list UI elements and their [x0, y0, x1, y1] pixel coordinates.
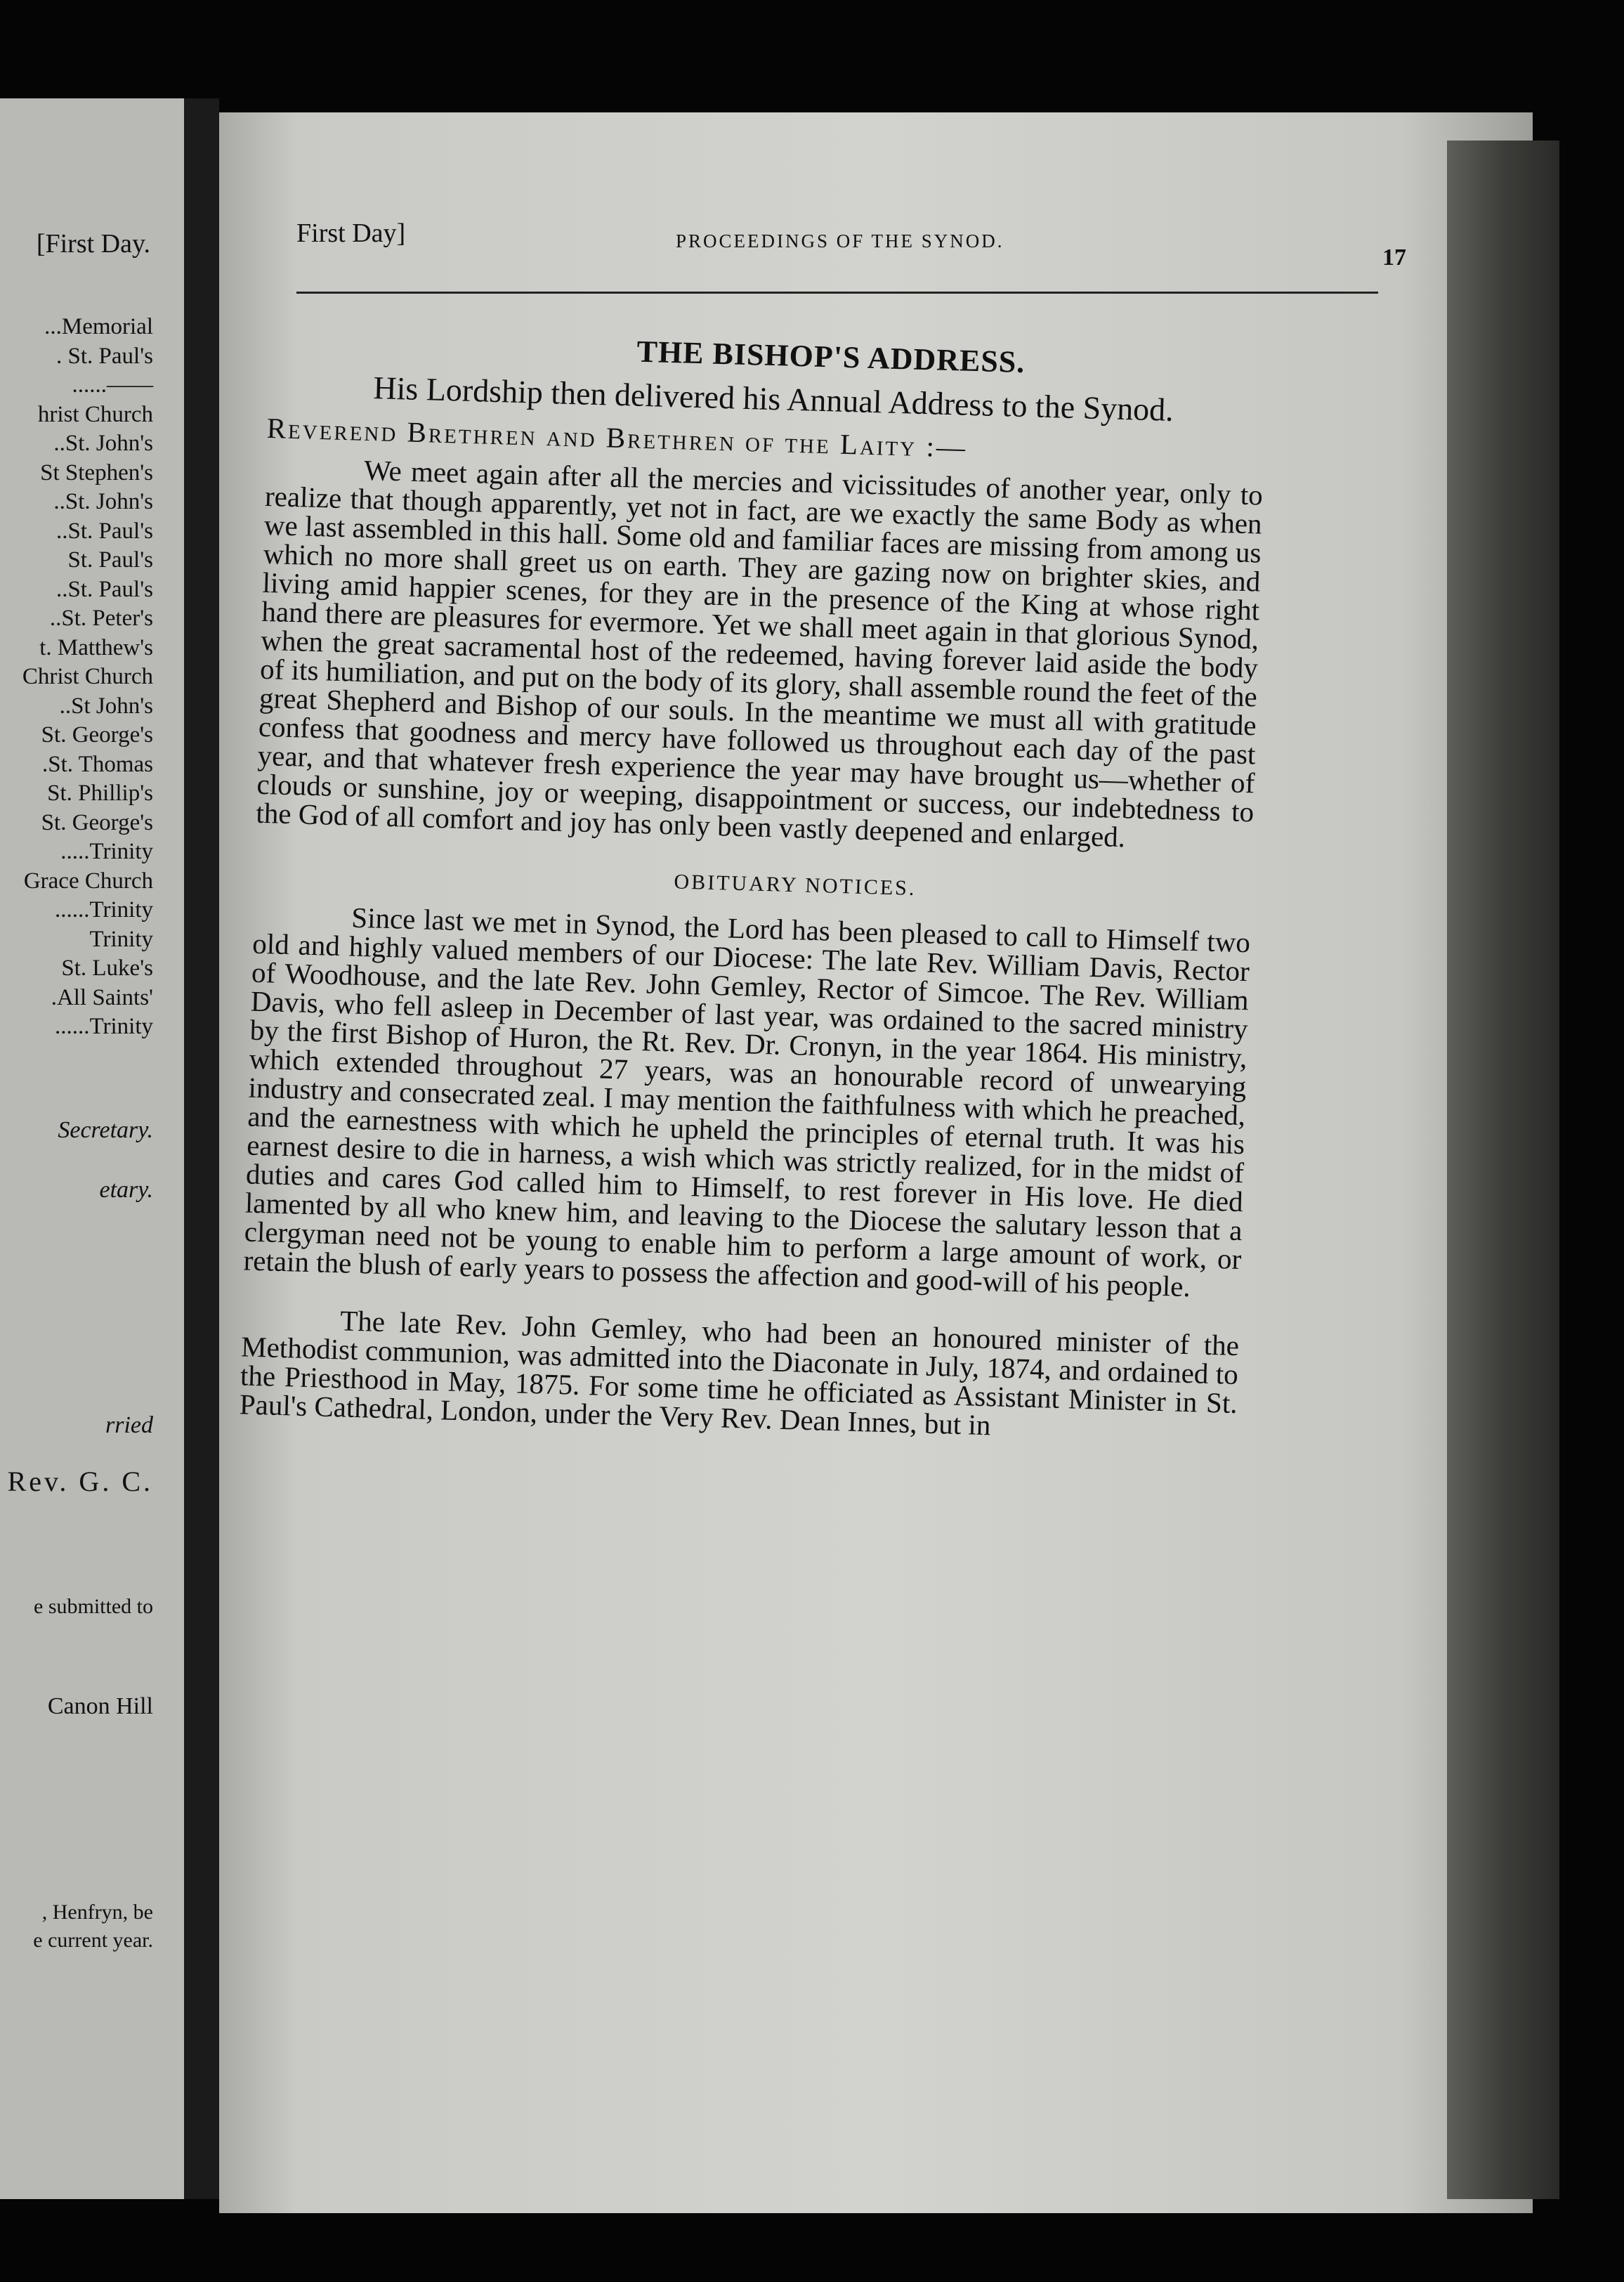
left-list-item: Grace Church [23, 868, 153, 894]
left-list-item: ......Trinity [55, 897, 153, 922]
left-list-item: hrist Church [37, 401, 153, 427]
page-number: 17 [1382, 244, 1406, 270]
page-edge [1447, 141, 1559, 2199]
book-gutter [184, 98, 219, 2199]
left-page-list [0, 313, 153, 1042]
left-list-item: ......Trinity [55, 1014, 153, 1039]
left-page [0, 98, 184, 2199]
left-page-header: [First Day. [36, 229, 150, 259]
left-list-item: ...Memorial [44, 314, 153, 339]
left-list-item: St. Luke's [61, 956, 153, 981]
left-list-item: .....Trinity [60, 839, 153, 864]
right-page [219, 112, 1533, 2213]
left-list-item: . St. Paul's [56, 343, 153, 369]
running-head [296, 218, 1406, 274]
article-title: THE BISHOP'S ADDRESS. [636, 334, 1026, 380]
running-head-title: PROCEEDINGS OF THE SYNOD. [676, 230, 1004, 252]
left-list-item: t. Matthew's [39, 634, 153, 660]
article-intro: His Lordship then delivered his Annual Address to the Synod. [372, 370, 1174, 428]
left-canon-hill: Canon Hill [47, 1693, 153, 1719]
salutation: Reverend Brethren and Brethren of the Laity :— [266, 411, 968, 464]
left-list-item: ..St. Paul's [56, 576, 153, 602]
running-head-left: First Day] [296, 219, 406, 248]
left-rried: rried [105, 1412, 153, 1438]
article-body [238, 323, 1266, 1475]
section-heading-obituary: OBITUARY NOTICES. [674, 870, 917, 901]
left-submitted: e submitted to [34, 1595, 153, 1618]
left-list-item: .All Saints' [51, 984, 153, 1010]
left-list-item: St. Phillip's [47, 781, 153, 806]
left-list-item: St. Paul's [67, 547, 153, 573]
paragraph-opening: We meet again after all the mercies and vicissitudes of another year, only to realize that though apparently, yet not in fact, are we exactly the same Body as when we last assembled in this hall. Some old and familiar faces are missing from among us which no more shall greet us on earth. They are gazing now on brighter skies, and living amid happier scenes, for they are in the presence of the King at whose right hand there are pleasures for evermore. Yet we shall meet again in that glorious Synod, when the great sacramental host of the redeemed, having forever laid aside the body of its humiliation, and put on the body of its glory, shall assemble round the feet of the great Shepherd and Bishop of our souls. In the meantime we must all with gratitude confess that goodness and mercy have followed us throughout each day of the past year, and that whatever fresh experience the year may have brought us—whether of clouds or sunshine, joy or weeping, disappointment or success, our indebtedness to the God of all comfort and joy has only been vastly deepened and enlarged. [255, 453, 1264, 854]
left-list-item: ..St. John's [53, 431, 153, 456]
left-henfryn: , Henfryn, be [41, 1900, 153, 1924]
paragraph-gemley: The late Rev. John Gemley, who had been an honoured minister of the Methodist communion, was admitted into the Diaconate in July, 1874, and ordained to the Priesthood in May, 1875. For some time he officiated as Assistant Minister in St. Paul's Cathedral, London, under the Very Rev. Dean Innes, but in [239, 1304, 1240, 1442]
left-list-item: St. George's [41, 722, 153, 748]
header-rule [296, 292, 1378, 294]
paragraph-davis: Since last we met in Synod, the Lord has been pleased to call to Himself two old and highly valued members of our Diocese: The late Rev. William Davis, Rector of Woodhouse, and the late Rev. John Gemley, Rector of Simcoe. The Rev. William Davis, who fell asleep in December of last year, was ordained to the sacred ministry by the first Bishop of Huron, the Rt. Rev. Dr. Cronyn, in the year 1864. His ministry, which extended throughout 27 years, was an honourable record of unwearying industry and consecrated zeal. I may mention the faithfulness with which he preached, and the earnestness with which he upheld the principles of eternal truth. It was his earnest desire to die in harness, a wish which was strictly realized, for in the midst of duties and cares God called him to Himself, to rest forever in His love. He died lamented by all who knew him, and leaving to the Diocese the salutary lesson that a clergyman need not be young to enable him to perform a large amount of work, or retain the blush of early years to possess the affection and good-will of his people. [243, 901, 1251, 1303]
left-list-item: .St. Thomas [42, 751, 153, 777]
left-list-item: Trinity [89, 926, 153, 952]
left-etary: etary. [99, 1177, 153, 1203]
left-list-item: ..St. Peter's [49, 606, 153, 631]
left-list-item: ..St. Paul's [56, 518, 153, 544]
left-list-item: Christ Church [22, 664, 153, 689]
left-list-item: ..St John's [59, 693, 153, 719]
left-current-year: e current year. [33, 1929, 153, 1952]
left-list-item: ......—— [72, 372, 153, 398]
left-list-item: St Stephen's [40, 459, 153, 485]
left-secretary: Secretary. [58, 1117, 153, 1143]
left-rev-gc: Rev. G. C. [7, 1466, 153, 1497]
left-list-item: ..St. John's [53, 489, 153, 514]
left-list-item: St. George's [41, 809, 153, 835]
